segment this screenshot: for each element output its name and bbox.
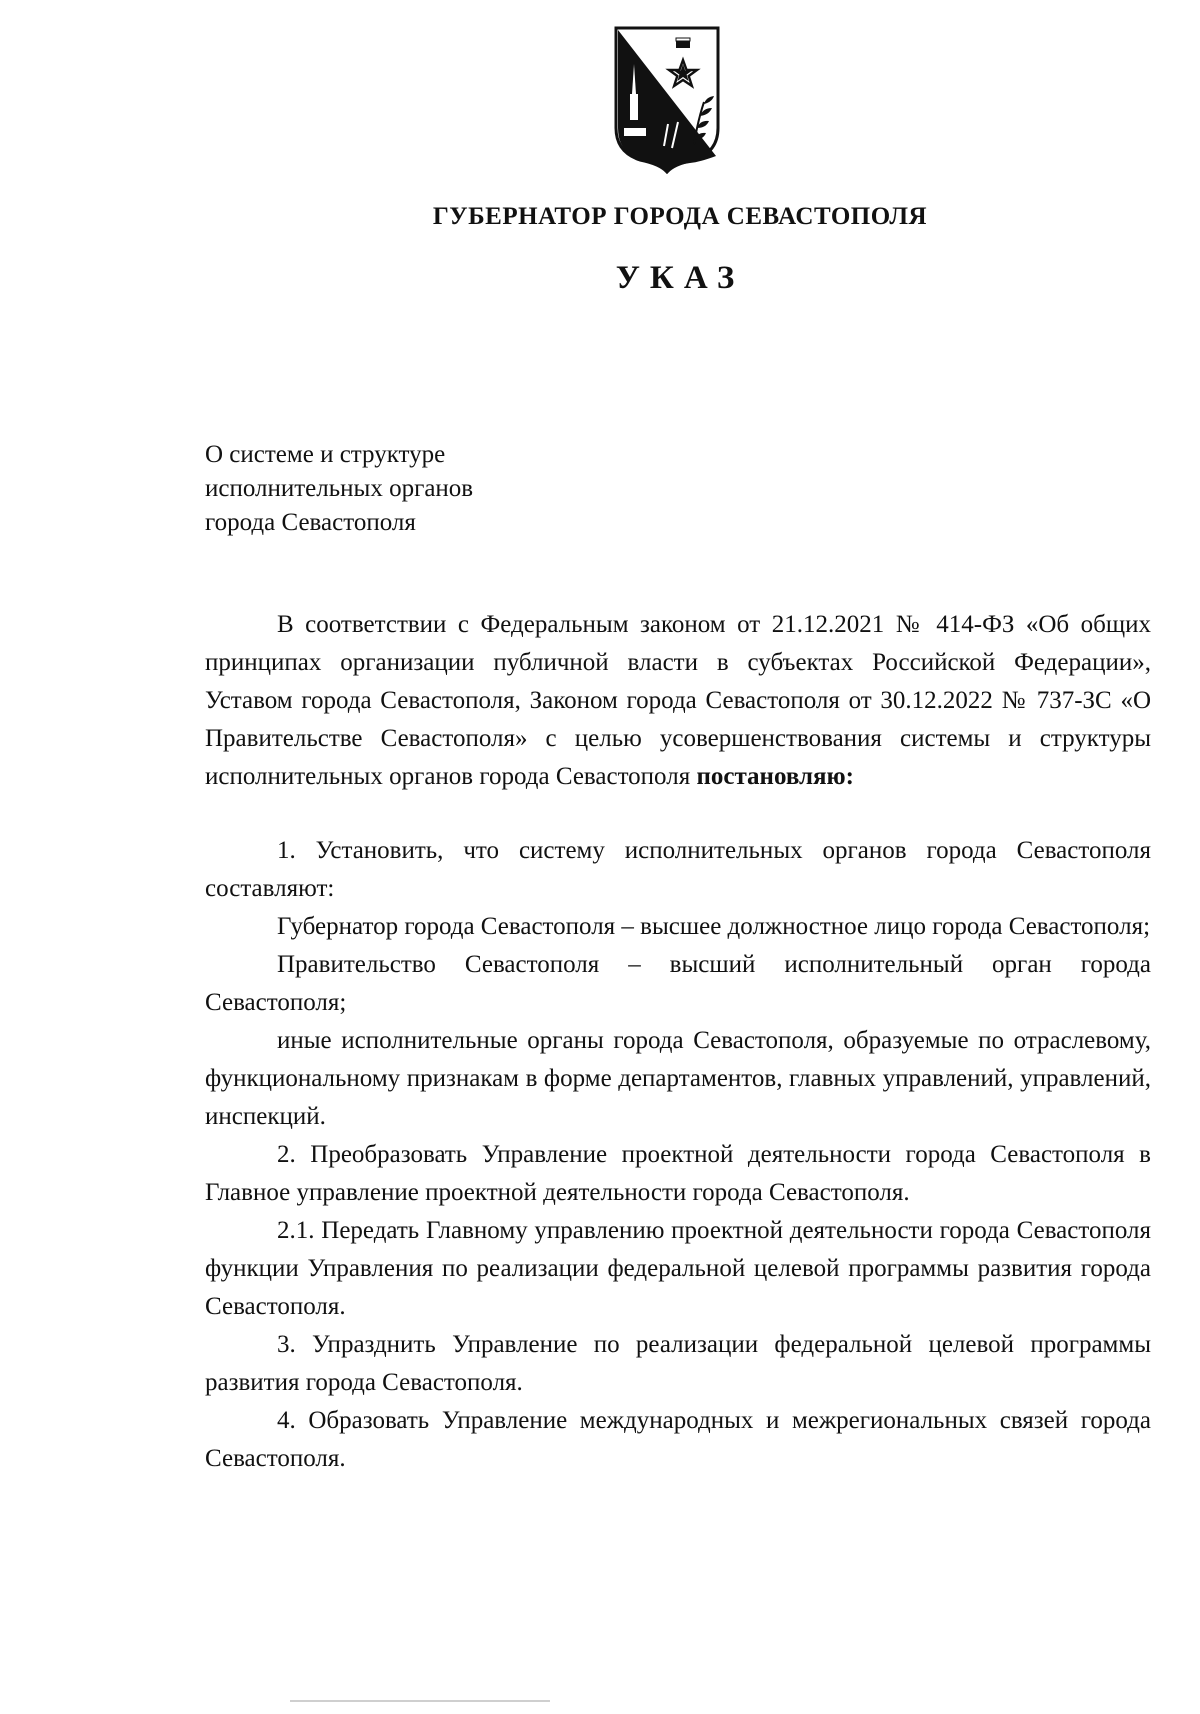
resolve-word: постановляю: xyxy=(696,763,854,790)
clause-2-1: 2.1. Передать Главному управлению проектной деятельности города Севастополя функции Управления по реализации федеральной целевой программы развития города Севастополя. xyxy=(205,1217,1151,1320)
scan-artifact xyxy=(290,1700,550,1702)
clause-1-other-bodies: иные исполнительные органы города Севастополя, образуемые по отраслевому, функциональному признакам в форме департаментов, главных управлений, управлений, инспекций. xyxy=(205,1027,1151,1130)
preamble-text: В соответствии с Федеральным законом от 21.12.2021 № 414-ФЗ «Об общих принципах организации публичной власти в субъектах Российской Федерации», Уставом города Севастополя, Законом города Севастополя от 30.12.2022 № 737-ЗС «О Правительстве Севастополя» с целью усовершенствования системы и структуры исполнительных органов города Севастополя xyxy=(205,611,1151,790)
document-body xyxy=(205,606,1151,1478)
clause-3: 3. Упразднить Управление по реализации федеральной целевой программы развития города Севастополя. xyxy=(205,1331,1151,1396)
preamble-paragraph xyxy=(205,606,1151,796)
document-subject xyxy=(205,438,625,540)
clause-4: 4. Образовать Управление международных и межрегиональных связей города Севастополя. xyxy=(205,1407,1151,1472)
paragraph-spacer xyxy=(205,796,1151,832)
clause-1-government: Правительство Севастополя – высший исполнительный орган города Севастополя; xyxy=(205,951,1151,1016)
clause-1-governor: Губернатор города Севастополя – высшее должностное лицо города Севастополя; xyxy=(277,913,1151,940)
issuing-authority: ГУБЕРНАТОР ГОРОДА СЕВАСТОПОЛЯ xyxy=(432,203,928,230)
subject-line: О системе и структуре xyxy=(205,441,446,468)
sevastopol-coat-of-arms-icon xyxy=(612,24,722,174)
clause-1: 1. Установить, что систему исполнительных органов города Севастополя составляют: xyxy=(205,837,1151,902)
subject-line: исполнительных органов xyxy=(205,475,474,502)
subject-line: города Севастополя xyxy=(205,509,416,536)
clause-2: 2. Преобразовать Управление проектной деятельности города Севастополя в Главное управление проектной деятельности города Севастополя. xyxy=(205,1141,1151,1206)
document-type-title: УКАЗ xyxy=(615,260,745,296)
